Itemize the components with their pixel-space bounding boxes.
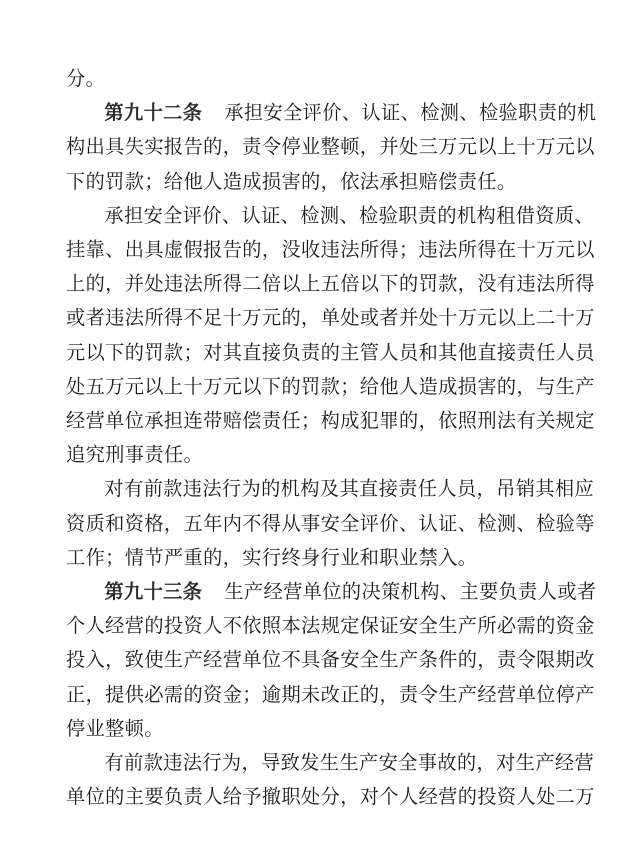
paragraph-text: 承担安全评价、认证、检测、检验职责的机构租借资质、挂靠、出具虚假报告的，没收违法所得；违法所得在十万元以上的，并处违法所得二倍以上五倍以下的罚款，没有违法所得或者违法所得不足十万元的，单处或者并处十万元以上二十万元以下的罚款；对其直接负责的主管人员和其他直接责任人员处五万元以上十万元以下的罚款；给他人造成损害的，与生产经营单位承担连带赔偿责任；构成犯罪的，依照刑法有关规定追究刑事责任。: [66, 203, 595, 467]
paragraph-article-93-clause-2: [66, 746, 610, 814]
paragraph-text: 对有前款违法行为的机构及其直接责任人员，吊销其相应资质和资格，五年内不得从事安全评价、认证、检测、检验等工作；情节严重的，实行终身行业和职业禁入。: [66, 477, 595, 569]
paragraph-text: 承担安全评价、认证、检测、检验职责的机构出具失实报告的，责令停业整顿，并处三万元以上十万元以下的罚款；给他人造成损害的，依法承担赔偿责任。: [66, 101, 597, 193]
paragraph-continuation: [66, 62, 610, 96]
document-page: [66, 62, 610, 814]
paragraph-article-92-clause-3: [66, 472, 610, 575]
article-number: 第九十三条: [104, 580, 203, 604]
paragraph-article-92: [66, 96, 610, 199]
paragraph-article-93: [66, 575, 610, 746]
paragraph-text: 生产经营单位的决策机构、主要负责人或者个人经营的投资人不依照本法规定保证安全生产所必需的资金投入，致使生产经营单位不具备安全生产条件的，责令限期改正，提供必需的资金；逾期未改正的，责令生产经营单位停产停业整顿。: [66, 580, 597, 740]
paragraph-article-92-clause-2: [66, 199, 610, 473]
paragraph-text: 有前款违法行为，导致发生生产安全事故的，对生产经营单位的主要负责人给予撤职处分，对个人经营的投资人处二万: [66, 751, 595, 809]
paragraph-text: 分。: [66, 67, 106, 90]
article-number: 第九十二条: [104, 101, 203, 125]
